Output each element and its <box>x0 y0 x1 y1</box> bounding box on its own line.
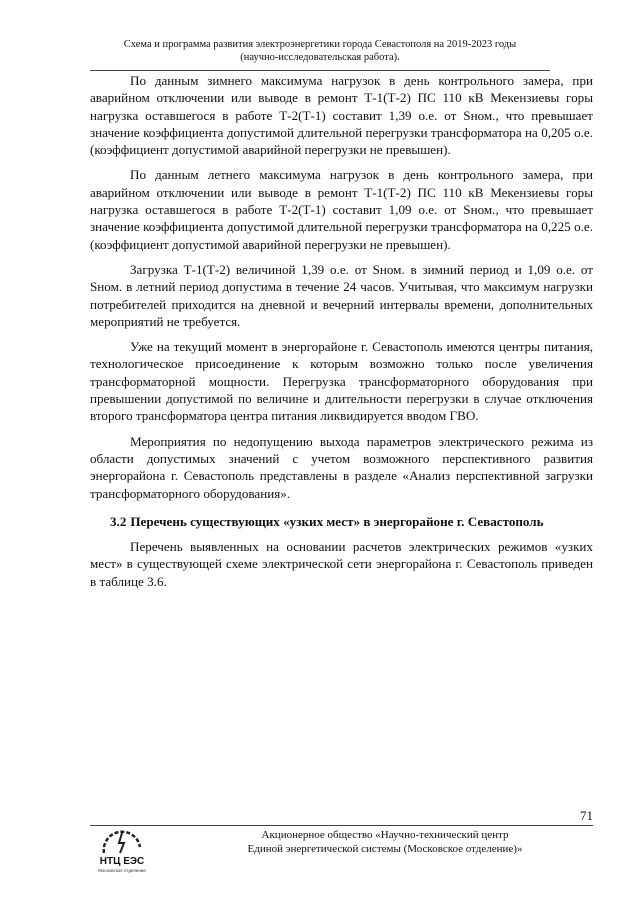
footer-divider <box>90 825 593 826</box>
paragraph-load-duration: Загрузка Т-1(Т-2) величиной 1,39 о.е. от Sном. в зимний период и 1,09 о.е. от Sном. в летний период допустима в течение 24 часов. Учитывая, что максимум нагрузки потребителей приходится на дневной и вечерний интервалы времени, дополнительных мероприятий не требуется. <box>90 261 593 329</box>
section-title: Перечень существующих «узких мест» в энергорайоне г. Севастополь <box>130 513 544 529</box>
header-subtitle-line: (научно-исследовательская работа). <box>240 52 400 63</box>
paragraph-supply-centers: Уже на текущий момент в энергорайоне г. Севастополь имеются центры питания, технологическое присоединение к которым возможно только после увеличения трансформаторной мощности. Перегрузка трансформаторного оборудования при превышении допустимой по величине и длительности перегрузки в случае отключения второго трансформатора центра питания ликвидируется вводом ГВО. <box>90 339 593 424</box>
paragraph-summer-maximum: По данным летнего максимума нагрузок в день контрольного замера, при аварийном отключении или выводе в ремонт Т-1(Т-2) ПС 110 кВ Мекензиевы горы нагрузка оставшегося в работе Т-2(Т-1) составит 1,09 о.е. от Sном., что превышает значение коэффициента допустимой длительной перегрузки трансформатора на 0,225 о.е. (коэффициент допустимой аварийной перегрузки не превышен). <box>90 167 593 252</box>
header-title-line: Схема и программа развития электроэнергетики города Севастополя на 2019-2023 годы <box>123 39 517 50</box>
footer-org-line1: Акционерное общество «Научно-технический центр <box>261 829 509 841</box>
section-heading <box>90 513 593 530</box>
paragraph-measures: Мероприятия по недопущению выхода параметров электрического режима из области допустимых значений с учетом возможного перспективного развития энергорайона г. Севастополь представлены в разделе «Анализ перспективной загрузки трансформаторного оборудования». <box>90 433 593 501</box>
page-header <box>90 38 550 64</box>
paragraph-winter-maximum: По данным зимнего максимума нагрузок в день контрольного замера, при аварийном отключении или выводе в ремонт Т-1(Т-2) ПС 110 кВ Мекензиевы горы нагрузка оставшегося в работе Т-2(Т-1) составит 1,39 о.е. от Sном., что превышает значение коэффициента допустимой длительной перегрузки трансформатора на 0,205 о.е. (коэффициент допустимой аварийной перегрузки не превышен). <box>90 73 593 158</box>
footer-org-line2: Единой энергетической системы (Московское отделение)» <box>247 842 523 855</box>
paragraph-bottlenecks: Перечень выявленных на основании расчетов электрических режимов «узких мест» в существующей схеме электрической сети энергорайона г. Севастополь приведен в таблице 3.6. <box>90 539 593 589</box>
logo-subtext: Московское отделение <box>98 868 146 873</box>
logo-text: НТЦ ЕЭС <box>99 856 145 867</box>
ntc-ees-logo-icon <box>92 827 152 877</box>
page-number: 71 <box>580 808 593 823</box>
page-footer <box>205 829 565 856</box>
document-body <box>90 72 593 598</box>
section-number: 3.2 <box>110 513 127 529</box>
header-divider <box>90 70 550 71</box>
logo-graphic <box>92 827 152 877</box>
